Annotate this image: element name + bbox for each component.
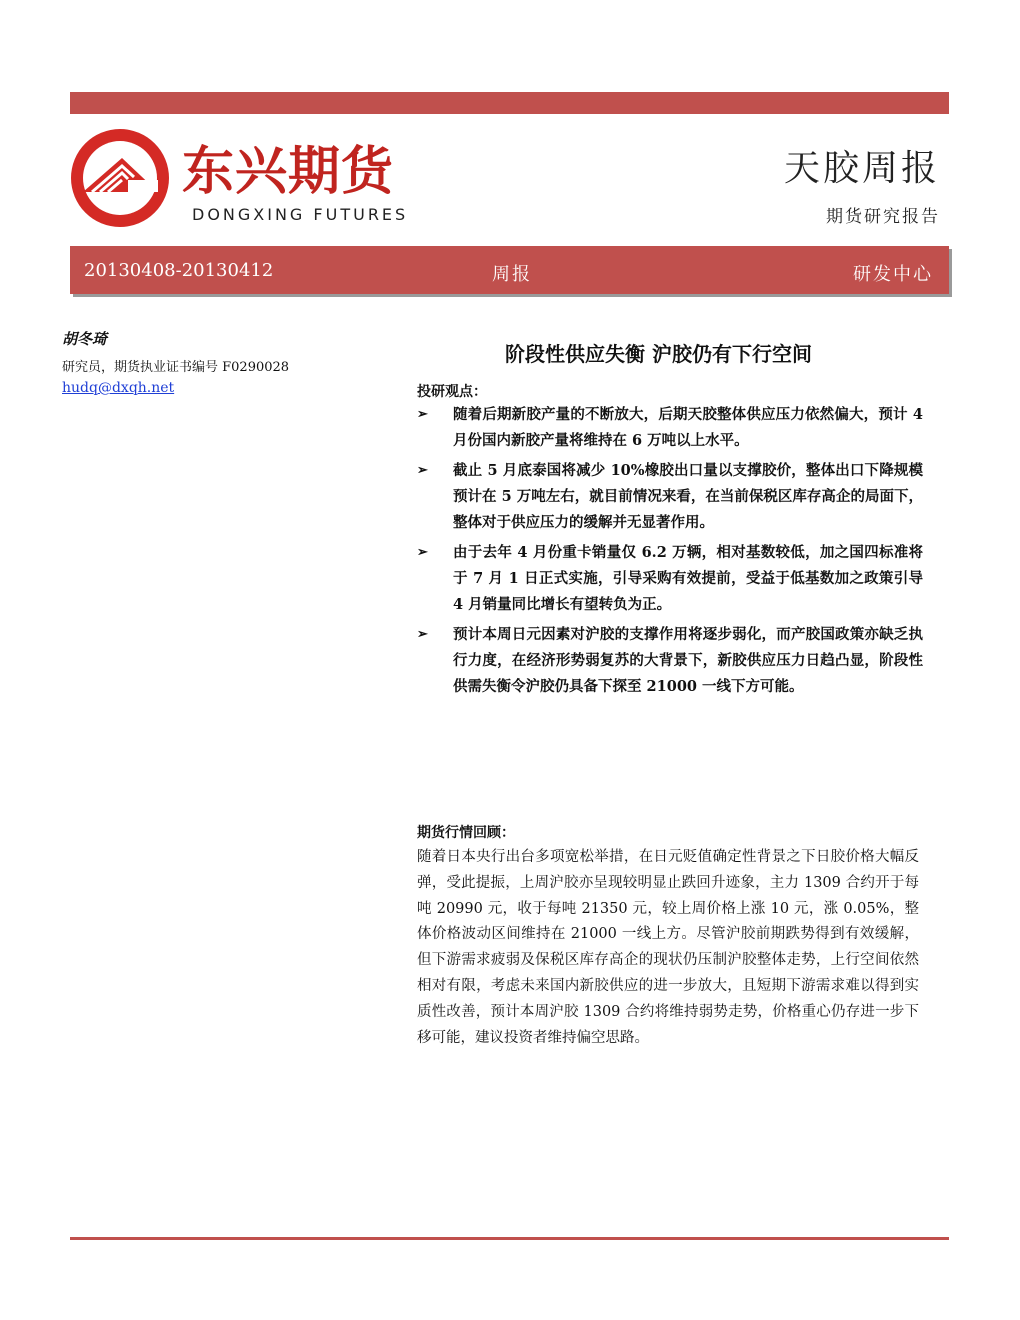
date-range: 20130408-20130412 (84, 260, 274, 281)
review-paragraph: 随着日本央行出台多项宽松举措，在日元贬值确定性背景之下日胶价格大幅反弹，受此提振，上周沪胶亦呈现较明显止跌回升迹象，主力 1309 合约开于每吨 20990 元，收于每吨 21350 元，较上周价格上涨 10 元，涨 0.05%，整体价格波动区间维持在 21000 一线上方。尽管沪胶前期跌势得到有效缓解，但下游需求疲弱及保税区库存高企的现状仍压制沪胶整体走势，上行空间依然相对有限，考虑未来国内新胶供应的进一步放大，且短期下游需求难以得到实质性改善，预计本周沪胶 1309 合约将维持弱势走势，价格重心仍存进一步下移可能，建议投资者维持偏空思路。 (417, 849, 919, 1046)
date-banner (70, 246, 949, 294)
views-list (417, 402, 923, 704)
arrow-right-icon: ➢ (417, 463, 428, 478)
list-item (417, 402, 923, 454)
brand-name-cn: 东兴期货 (182, 142, 395, 202)
footer-divider (70, 1237, 949, 1240)
headline: 阶段性供应失衡 沪胶仍有下行空间 (505, 342, 812, 366)
view-text: 预计本周日元因素对沪胶的支撑作用将逐步弱化，而产胶国政策亦缺乏执行力度，在经济形势弱复苏的大背景下，新胶供应压力日趋凸显，阶段性供需失衡令沪胶仍具备下探至 21000 一线下方可能。 (453, 626, 923, 695)
view-text: 随着后期新胶产量的不断放大，后期天胶整体供应压力依然偏大，预计 4 月份国内新胶产量将维持在 6 万吨以上水平。 (453, 406, 923, 449)
author-role: 研究员，期货执业证书编号 F0290028 (62, 360, 290, 375)
dongxing-logo-icon (70, 128, 170, 228)
list-item (417, 622, 923, 700)
report-title: 天胶周报 (783, 148, 940, 189)
department-label: 研发中心 (853, 264, 933, 285)
report-subtitle: 期货研究报告 (826, 207, 940, 227)
author-name: 胡冬琦 (62, 330, 108, 348)
view-text: 截止 5 月底泰国将减少 10%橡胶出口量以支撑胶价，整体出口下降规模预计在 5 万吨左右，就目前情况来看，在当前保税区库存高企的局面下，整体对于供应压力的缓解并无显著作用。 (453, 462, 923, 531)
brand-name-en: DONGXING FUTURES (192, 205, 409, 224)
list-item (417, 458, 923, 536)
header-accent-bar (70, 92, 949, 114)
view-text: 由于去年 4 月份重卡销量仅 6.2 万辆，相对基数较低，加之国四标准将于 7 月 1 日正式实施，引导采购有效提前，受益于低基数加之政策引导 4 月销量同比增长有望转负为正。 (453, 544, 923, 613)
arrow-right-icon: ➢ (417, 545, 428, 560)
author-email-link[interactable]: hudq@dxqh.net (62, 380, 175, 396)
list-item (417, 540, 923, 618)
arrow-right-icon: ➢ (417, 627, 428, 642)
arrow-right-icon: ➢ (417, 407, 428, 422)
views-section-title: 投研观点： (417, 384, 487, 400)
report-type: 周报 (492, 264, 532, 285)
review-section-title: 期货行情回顾： (417, 825, 515, 841)
